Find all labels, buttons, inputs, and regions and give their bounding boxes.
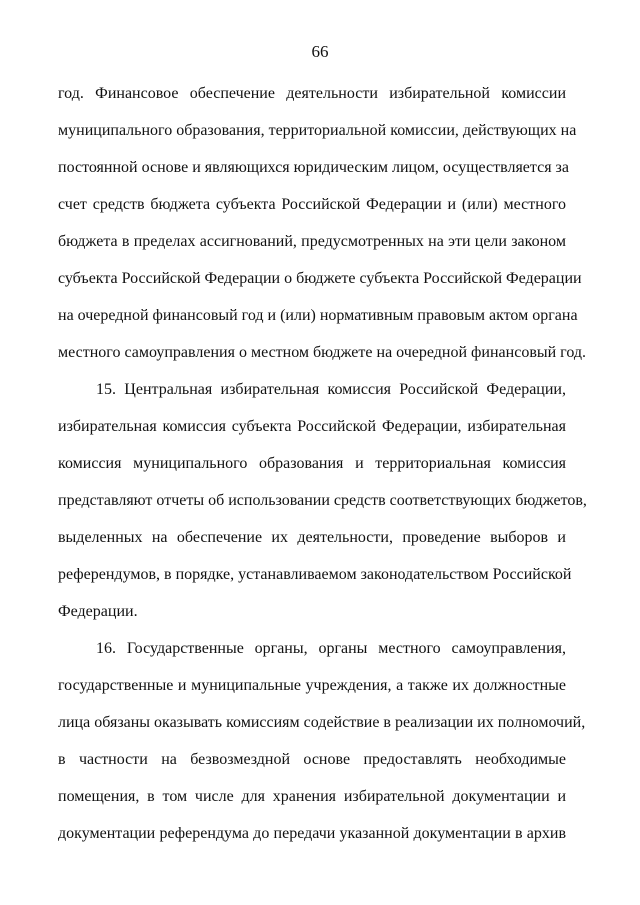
text-line: документации референдума до передачи указанной документации в архив	[58, 825, 566, 842]
text-line: лица обязаны оказывать комиссиям содействие в реализации их полномочий,	[58, 714, 586, 731]
text-line: референдумов, в порядке, устанавливаемом законодательством Российской	[58, 566, 572, 583]
text-line: избирательная комиссия субъекта Российской Федерации, избирательная	[58, 418, 566, 435]
text-line: бюджета в пределах ассигнований, предусмотренных на эти цели законом	[58, 233, 566, 250]
text-line: выделенных на обеспечение их деятельности, проведение выборов и	[58, 529, 566, 546]
text-line: муниципального образования, территориальной комиссии, действующих на	[58, 122, 577, 139]
page-number: 66	[311, 42, 329, 61]
text-line: помещения, в том числе для хранения избирательной документации и	[58, 788, 566, 805]
text-line: государственные и муниципальные учреждения, а также их должностные	[58, 677, 566, 694]
text-line: счет средств бюджета субъекта Российской Федерации и (или) местного	[58, 196, 566, 213]
text-line: в частности на безвозмездной основе предоставлять необходимые	[58, 751, 566, 768]
paragraph-15-first-line: 15. Центральная избирательная комиссия Российской Федерации,	[96, 381, 566, 398]
paragraph-16-first-line: 16. Государственные органы, органы местного самоуправления,	[96, 640, 566, 657]
text-line: представляют отчеты об использовании средств соответствующих бюджетов,	[58, 492, 587, 509]
text-line: субъекта Российской Федерации о бюджете субъекта Российской Федерации	[58, 270, 582, 287]
text-line: год. Финансовое обеспечение деятельности избирательной комиссии	[58, 85, 566, 102]
text-line: постоянной основе и являющихся юридическим лицом, осуществляется за	[58, 159, 569, 176]
text-line: комиссия муниципального образования и территориальная комиссия	[58, 455, 566, 472]
text-line: Федерации.	[58, 603, 138, 620]
text-line: на очередной финансовый год и (или) нормативным правовым актом органа	[58, 307, 578, 324]
text-line: местного самоуправления о местном бюджете на очередной финансовый год.	[58, 344, 587, 361]
